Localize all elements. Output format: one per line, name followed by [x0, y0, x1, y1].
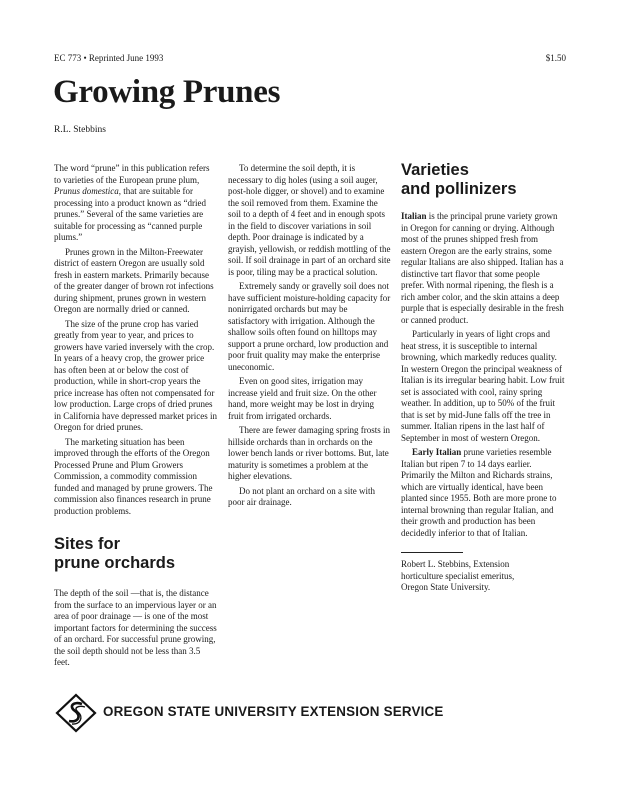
author-credit: Robert L. Stebbins, Extension horticulture specialist emeritus, Oregon State University.: [401, 559, 515, 592]
sites-paragraph-3: Extremely sandy or gravelly soil does not have sufficient moisture-holding capacity for nonirrigated orchards but may be satisfactory with irrigation. Although the shallow soils often found on hilltops may support a prune orchard, low production and poor fruit quality may make the enterprise uneconomic.: [228, 281, 391, 372]
intro-paragraph-2: Prunes grown in the Milton-Freewater district of eastern Oregon are usually sold fresh in eastern markets. Primarily because of the greater danger of brown rot infections during shipment, prunes grown in western Oregon are normally dried or canned.: [54, 246, 214, 314]
italian-paragraph-1: [401, 211, 565, 326]
intro-paragraph-3: The size of the prune crop has varied greatly from year to year, and prices to growers have varied inversely with the crop. In years of a heavy crop, the grower price has often been at or below the cost of production, while in short-crop years the price increase has often not compensated for low production. Large crops of dried prunes in California have depressed market prices in Oregon for dried prunes.: [54, 318, 217, 432]
section-heading-sites: Sites for prune orchards: [54, 535, 176, 572]
author: R.L. Stebbins: [54, 125, 106, 135]
sites-paragraph-6: Do not plant an orchard on a site with poor air drainage.: [228, 485, 375, 507]
early-italian-text: prune varieties resemble Italian but ripen 7 to 14 days earlier. Primarily the Milton and Richards strains, which are virtually identical, have been planted since 1955. Both are more prone to internal browning than regular Italian, and their growth and production has been decidedly inferior to that of Italian.: [401, 447, 557, 538]
footer: [55, 693, 485, 733]
column-2: [228, 163, 391, 512]
intro-text: The word “prune” in this publication refers to varieties of the European prune plum,: [54, 163, 210, 185]
osu-extension-logo-icon: [55, 693, 97, 733]
early-italian-paragraph: [401, 447, 565, 539]
sites-paragraph-2: To determine the soil depth, it is necessary to dig holes (using a soil auger, post-hole digger, or shovel) and to examine the soil removed from them. Examine the soil to a depth of 4 feet and in enough spots in the field to discover variations in soil depth. Poor drainage is indicated by a grayish, yellowish, or reddish mottling of the soil. If soil drainage in part of an orchard site is poor, tiling may be a practical solution.: [228, 163, 391, 277]
species-name: Prunus domestica: [54, 186, 119, 196]
intro-text: , that are suitable for processing into a product known as “dried prunes.” Several of the same varieties are suitable for processing as “canned purple plums.”: [54, 186, 206, 242]
sites-paragraph-1: The depth of the soil —that is, the distance from the surface to an impervious layer or an area of poor drainage — is one of the most important factors for determining the success of an orchard. For successful prune growing, the soil depth should not be less than 3.5 feet.: [54, 588, 217, 667]
price: $1.50: [545, 53, 566, 63]
organization-name: OREGON STATE UNIVERSITY EXTENSION SERVICE: [103, 704, 444, 719]
publication-number: EC 773 • Reprinted June 1993: [54, 53, 164, 63]
intro-paragraph-1: [54, 163, 218, 244]
italian-text: is the principal prune variety grown in Oregon for canning or drying. Although most of the prunes shipped fresh from eastern Oregon are the early strains, some regular Italians are also shipped. Italian has a distinctive tart flavor that some people prefer. With normal ripening, the flesh is a rich amber color, and the skin attains a deep purple that is especially desirable in the fresh or canned product.: [401, 211, 564, 325]
credit-divider: [401, 552, 463, 553]
variety-name-italian: Italian: [401, 211, 427, 221]
section-heading-varieties: Varieties and pollinizers: [401, 161, 517, 198]
sites-paragraph-4: Even on good sites, irrigation may increase yield and fruit size. On the other hand, more weight may be lost in drying fruit from irrigated orchards.: [228, 376, 377, 421]
column-3: [401, 161, 565, 594]
sites-paragraph-5: There are fewer damaging spring frosts in hillside orchards than in orchards on the lower bench lands or river bottoms. But, late maturity is sometimes a problem at the higher elevations.: [228, 425, 390, 481]
variety-name-early-italian: Early Italian: [412, 447, 462, 457]
page-title: Growing Prunes: [53, 74, 281, 110]
column-1: [54, 163, 218, 672]
intro-paragraph-4: The marketing situation has been improved through the efforts of the Oregon Processed Prune and Plum Growers Commission, a commodity commission funded and managed by prune growers. The commission also finances research in prune production problems.: [54, 436, 213, 516]
italian-paragraph-2: Particularly in years of light crops and heat stress, it is susceptible to internal browning, which markedly reduces quality. In western Oregon the principal weakness of Italian is its irregular bearing habit. Low fruit set is associated with cool, rainy spring weather. In addition, up to 50% of the fruit that is set by mid-June falls off the tree in summer. Italian ripens in the last half of September in most of western Oregon.: [401, 329, 565, 443]
